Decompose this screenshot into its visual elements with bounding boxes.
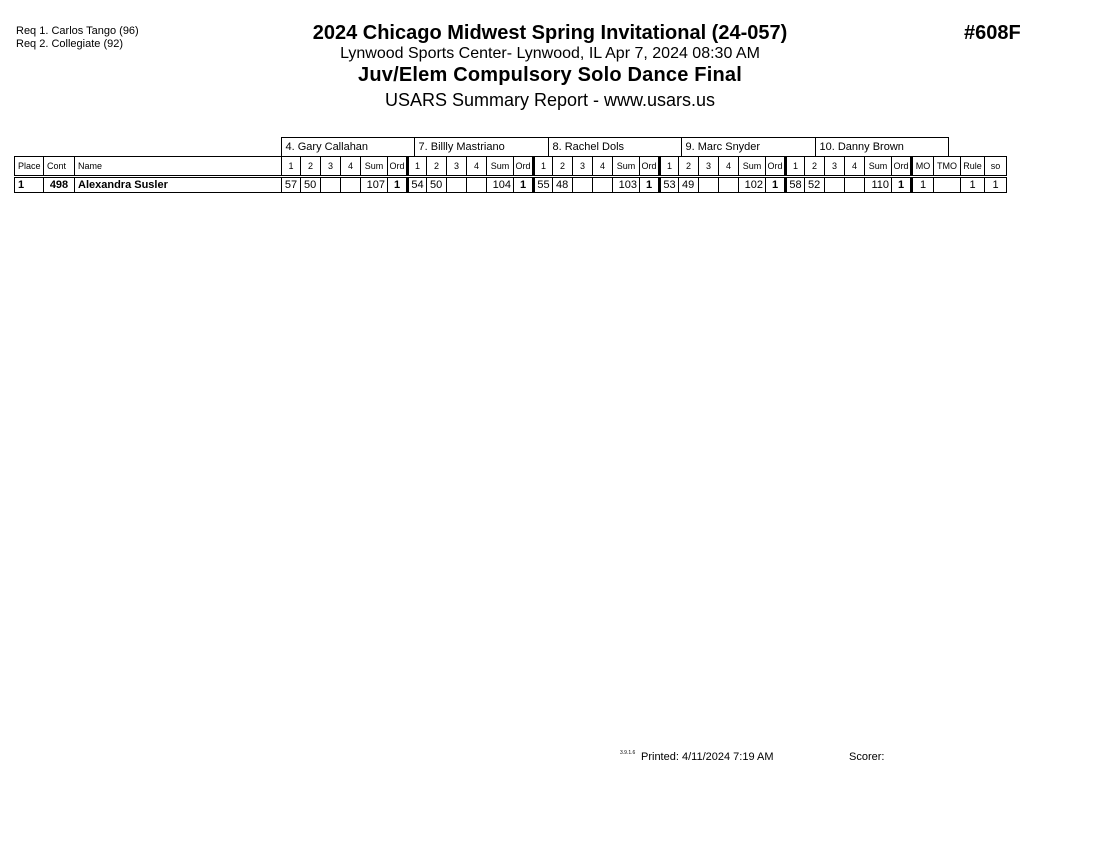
col-dance-1: 1 xyxy=(282,157,301,177)
score-d4 xyxy=(467,177,487,193)
requirement-2 xyxy=(16,38,123,51)
score-sum: 107 xyxy=(361,177,388,193)
skater-name: Alexandra Susler xyxy=(75,177,282,193)
requirement-1 xyxy=(16,25,139,38)
report-title: USARS Summary Report - www.usars.us xyxy=(384,90,716,110)
score-d1: 53 xyxy=(660,177,679,193)
event-number: #608F xyxy=(964,22,1021,44)
col-dance-1: 1 xyxy=(786,157,805,177)
score-ord: 1 xyxy=(388,177,408,193)
col-dance-2: 2 xyxy=(301,157,321,177)
score-sum: 103 xyxy=(613,177,640,193)
col-dance-4: 4 xyxy=(719,157,739,177)
score-d2: 50 xyxy=(427,177,447,193)
rule-value: 1 xyxy=(961,177,985,193)
col-dance-1: 1 xyxy=(660,157,679,177)
tmo-value xyxy=(934,177,961,193)
score-sum: 102 xyxy=(739,177,766,193)
place-value: 1 xyxy=(15,177,44,193)
score-ord: 1 xyxy=(514,177,534,193)
printed-label: Printed: xyxy=(641,751,679,763)
so-value: 1 xyxy=(985,177,1007,193)
requirement-value: Carlos Tango (96) xyxy=(51,25,139,37)
col-ord: Ord xyxy=(388,157,408,177)
table-row xyxy=(15,177,1007,193)
col-sum: Sum xyxy=(361,157,388,177)
col-dance-3: 3 xyxy=(573,157,593,177)
score-d3 xyxy=(825,177,845,193)
judge-name: 10. Danny Brown xyxy=(815,138,948,157)
col-place: Place xyxy=(15,157,44,177)
score-d1: 55 xyxy=(534,177,553,193)
score-d3 xyxy=(699,177,719,193)
col-dance-4: 4 xyxy=(467,157,487,177)
col-ord: Ord xyxy=(514,157,534,177)
score-d4 xyxy=(845,177,865,193)
judge-name: 9. Marc Snyder xyxy=(681,138,815,157)
judges-header xyxy=(14,137,949,156)
judges-spacer xyxy=(14,138,281,157)
printed-value: 4/11/2024 7:19 AM xyxy=(681,751,774,763)
col-dance-1: 1 xyxy=(408,157,427,177)
score-d2: 52 xyxy=(805,177,825,193)
col-dance-4: 4 xyxy=(341,157,361,177)
column-header-row xyxy=(15,157,1007,177)
competition-title: 2024 Chicago Midwest Spring Invitational (24-057) xyxy=(312,22,788,44)
score-d2: 48 xyxy=(553,177,573,193)
score-d1: 54 xyxy=(408,177,427,193)
col-dance-3: 3 xyxy=(825,157,845,177)
score-d4 xyxy=(341,177,361,193)
col-cont: Cont xyxy=(44,157,75,177)
col-rule: Rule xyxy=(961,157,985,177)
score-d2: 50 xyxy=(301,177,321,193)
score-ord: 1 xyxy=(892,177,912,193)
venue-line: Lynwood Sports Center- Lynwood, IL Apr 7, 2024 08:30 AM xyxy=(340,45,760,62)
software-version: 3.9.1.6 xyxy=(620,750,636,756)
score-d3 xyxy=(321,177,341,193)
col-dance-3: 3 xyxy=(447,157,467,177)
requirement-label: Req 2. xyxy=(16,38,49,50)
col-ord: Ord xyxy=(640,157,660,177)
col-sum: Sum xyxy=(613,157,640,177)
col-dance-2: 2 xyxy=(553,157,573,177)
score-d3 xyxy=(573,177,593,193)
col-sum: Sum xyxy=(865,157,892,177)
score-d2: 49 xyxy=(679,177,699,193)
score-sum: 110 xyxy=(865,177,892,193)
cont-value: 498 xyxy=(44,177,75,193)
col-mo: MO xyxy=(912,157,934,177)
requirement-label: Req 1. xyxy=(16,25,49,37)
score-d4 xyxy=(593,177,613,193)
col-dance-2: 2 xyxy=(805,157,825,177)
col-dance-2: 2 xyxy=(427,157,447,177)
col-ord: Ord xyxy=(892,157,912,177)
results-table xyxy=(14,156,1007,193)
requirement-value: Collegiate (92) xyxy=(51,38,124,50)
score-d1: 58 xyxy=(786,177,805,193)
col-so: so xyxy=(985,157,1007,177)
col-dance-3: 3 xyxy=(699,157,719,177)
score-d4 xyxy=(719,177,739,193)
col-name: Name xyxy=(75,157,282,177)
judge-name: 4. Gary Callahan xyxy=(281,138,414,157)
score-sum: 104 xyxy=(487,177,514,193)
col-dance-1: 1 xyxy=(534,157,553,177)
col-tmo: TMO xyxy=(934,157,961,177)
col-dance-2: 2 xyxy=(679,157,699,177)
event-title: Juv/Elem Compulsory Solo Dance Final xyxy=(358,64,742,86)
col-dance-4: 4 xyxy=(845,157,865,177)
mo-value: 1 xyxy=(912,177,934,193)
judge-name: 7. Billly Mastriano xyxy=(414,138,548,157)
score-ord: 1 xyxy=(766,177,786,193)
printed-info xyxy=(641,751,774,763)
judge-name: 8. Rachel Dols xyxy=(548,138,681,157)
col-sum: Sum xyxy=(739,157,766,177)
score-ord: 1 xyxy=(640,177,660,193)
col-dance-3: 3 xyxy=(321,157,341,177)
col-sum: Sum xyxy=(487,157,514,177)
score-d3 xyxy=(447,177,467,193)
scorer-label: Scorer: xyxy=(849,751,885,763)
col-dance-4: 4 xyxy=(593,157,613,177)
score-d1: 57 xyxy=(282,177,301,193)
col-ord: Ord xyxy=(766,157,786,177)
